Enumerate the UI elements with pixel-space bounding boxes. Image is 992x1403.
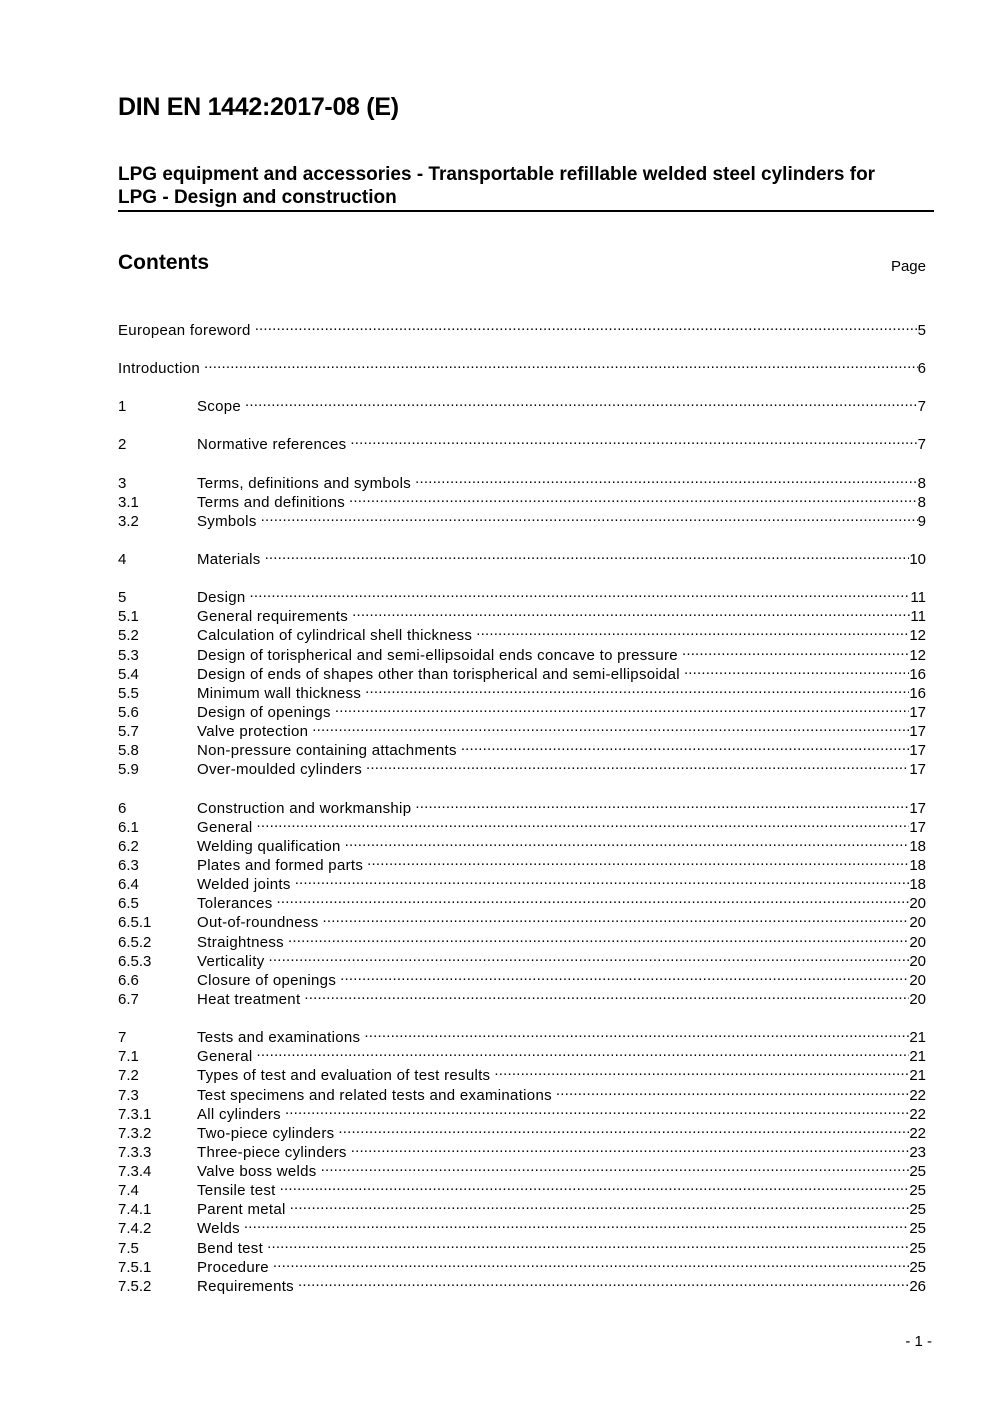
toc-entry-number: 7: [118, 1029, 127, 1047]
toc-entry-number: 2: [118, 436, 127, 454]
toc-entry-title: Valve boss welds: [197, 1163, 317, 1181]
toc-entry-title: Design of torispherical and semi-ellipsoidal ends concave to pressure: [197, 646, 678, 664]
toc-group: [118, 1023, 926, 1295]
toc-entry-title: Over-moulded cylinders: [197, 761, 362, 779]
toc-entry-number: 7.3.2: [118, 1124, 152, 1142]
toc-entry-page: 17: [909, 818, 926, 836]
document-title-line-2: LPG - Design and construction: [118, 187, 397, 208]
toc-dot-leader: [350, 430, 917, 449]
toc-entry-number: 6.4: [118, 876, 139, 894]
toc-entry-number: 7.2: [118, 1067, 139, 1085]
toc-entry[interactable]: [118, 430, 926, 454]
toc-entry-title: All cylinders: [197, 1105, 281, 1123]
toc-entry-page: 25: [909, 1163, 926, 1181]
toc-entry-page: 6: [917, 360, 926, 378]
toc-entry-page: 20: [909, 933, 926, 951]
toc-entry-number: 7.5.2: [118, 1277, 152, 1295]
page-column-label: Page: [890, 258, 926, 275]
toc-entry-number: 5.4: [118, 665, 139, 683]
toc-entry-number: 7.3.3: [118, 1143, 152, 1161]
toc-dot-leader: [476, 621, 909, 640]
document-title: [118, 163, 933, 209]
toc-entry-title: European foreword: [118, 322, 251, 339]
toc-dot-leader: [265, 545, 910, 564]
toc-entry-number: 5.6: [118, 703, 139, 721]
toc-dot-leader: [267, 1234, 909, 1253]
toc-entry-title: General: [197, 1048, 253, 1066]
toc-entry-title: Design: [197, 589, 246, 607]
toc-entry[interactable]: [118, 794, 926, 817]
toc-dot-leader: [273, 1253, 909, 1272]
toc-dot-leader: [277, 889, 910, 908]
toc-entry-page: 25: [909, 1182, 926, 1200]
toc-entry-page: 20: [909, 895, 926, 913]
toc-entry-page: 11: [910, 589, 926, 607]
toc-dot-leader: [290, 1195, 910, 1214]
toc-entry-number: 6: [118, 799, 127, 817]
toc-entry-number: 6.6: [118, 971, 139, 989]
toc-entry-title: Non-pressure containing attachments: [197, 742, 457, 760]
toc-entry-page: 17: [909, 703, 926, 721]
toc-entry-title: General requirements: [197, 608, 349, 626]
contents-heading: Contents: [118, 251, 209, 274]
toc-entry-number: 7.1: [118, 1048, 139, 1066]
toc-dot-leader: [349, 488, 918, 507]
toc-entry-number: 5.3: [118, 646, 139, 664]
toc-entry-title: Design of openings: [197, 703, 331, 721]
toc-entry-title: Plates and formed parts: [197, 856, 364, 874]
toc-entry-title: General: [197, 818, 253, 836]
toc-dot-leader: [366, 755, 909, 774]
toc-dot-leader: [285, 1100, 909, 1119]
toc-dot-leader: [415, 794, 909, 813]
toc-dot-leader: [323, 908, 910, 927]
toc-dot-leader: [364, 1023, 909, 1042]
toc-entry-title: Welds: [197, 1220, 240, 1238]
toc-entry-number: 5: [118, 589, 127, 607]
toc-dot-leader: [261, 507, 918, 526]
toc-entry-page: 5: [917, 322, 926, 339]
toc-entry-number: 4: [118, 550, 127, 568]
toc-entry-title: Verticality: [197, 952, 265, 970]
toc-entry-number: 1: [118, 398, 127, 416]
toc-entry-title: Bend test: [197, 1239, 264, 1257]
toc-dot-leader: [256, 813, 909, 832]
toc-entry[interactable]: [118, 1023, 926, 1047]
toc-entry-page: 18: [909, 856, 926, 874]
toc-dot-leader: [280, 1176, 910, 1195]
toc-entry-page: 26: [909, 1277, 926, 1295]
toc-entry-page: 17: [909, 723, 926, 741]
toc-entry-page: 25: [909, 1201, 926, 1219]
toc-entry-number: 3.1: [118, 493, 139, 511]
toc-dot-leader: [494, 1061, 909, 1080]
toc-entry-title: Welded joints: [197, 876, 291, 894]
toc-entry-number: 6.5.3: [118, 952, 152, 970]
toc-entry-title: Three-piece cylinders: [197, 1143, 347, 1161]
toc-entry-title: Calculation of cylindrical shell thickness: [197, 627, 473, 645]
toc-entry-page: 25: [909, 1239, 926, 1257]
toc-dot-leader: [298, 1272, 909, 1291]
toc-entry-number: 7.4: [118, 1182, 139, 1200]
toc-group: [118, 430, 926, 454]
toc-entry-page: 20: [909, 952, 926, 970]
toc-dot-leader: [321, 1157, 910, 1176]
toc-entry-page: 10: [909, 550, 926, 568]
toc-entry-title: Straightness: [197, 933, 284, 951]
toc-entry-number: 7.3.4: [118, 1163, 152, 1181]
toc-entry-number: 5.1: [118, 608, 139, 626]
toc-entry-title: Normative references: [197, 436, 347, 454]
toc-entry[interactable]: [118, 545, 926, 568]
toc-entry-number: 6.3: [118, 856, 139, 874]
toc-entry-number: 6.5.2: [118, 933, 152, 951]
toc-dot-leader: [295, 870, 910, 889]
toc-entry-page: 21: [909, 1067, 926, 1085]
toc-entry-number: 6.7: [118, 990, 139, 1008]
toc-entry-title: Welding qualification: [197, 837, 341, 855]
toc-entry-page: 20: [909, 971, 926, 989]
toc-group: [118, 354, 926, 378]
toc-entry-title: Introduction: [118, 360, 200, 378]
toc-dot-leader: [340, 966, 909, 985]
toc-group: [118, 316, 926, 339]
toc-entry-number: 5.8: [118, 742, 139, 760]
toc-dot-leader: [351, 1138, 910, 1157]
toc-entry-number: 6.5: [118, 895, 139, 913]
toc-entry-number: 7.4.1: [118, 1201, 152, 1219]
toc-entry-number: 3.2: [118, 512, 139, 530]
toc-entry-number: 7.3.1: [118, 1105, 152, 1123]
toc-entry-number: 5.7: [118, 723, 139, 741]
toc-group: [118, 583, 926, 779]
toc-entry-page: 20: [909, 914, 926, 932]
toc-entry-title: Two-piece cylinders: [197, 1124, 335, 1142]
toc-entry-title: Tolerances: [197, 895, 273, 913]
toc-dot-leader: [338, 1119, 909, 1138]
toc-entry-page: 18: [909, 876, 926, 894]
toc-dot-leader: [304, 985, 909, 1004]
toc-entry-page: 21: [909, 1048, 926, 1066]
toc-entry-title: Closure of openings: [197, 971, 337, 989]
toc-entry-page: 8: [917, 493, 926, 511]
toc-entry-page: 7: [917, 436, 926, 454]
toc-group: [118, 545, 926, 568]
toc-entry[interactable]: [118, 583, 926, 607]
toc-entry-page: 22: [909, 1086, 926, 1104]
toc-entry-title: Test specimens and related tests and examinations: [197, 1086, 552, 1104]
toc-entry-title: Scope: [197, 398, 242, 416]
toc-group: [118, 392, 926, 416]
toc-dot-leader: [255, 316, 918, 335]
toc-entry-page: 17: [909, 742, 926, 760]
toc-entry-title: Procedure: [197, 1258, 269, 1276]
toc-entry-title: Heat treatment: [197, 990, 301, 1008]
toc-entry-title: Materials: [197, 550, 261, 568]
toc-dot-leader: [269, 947, 910, 966]
toc-entry-page: 25: [909, 1220, 926, 1238]
toc-dot-leader: [312, 717, 909, 736]
toc-dot-leader: [244, 1214, 909, 1233]
toc-entry-number: 6.2: [118, 837, 139, 855]
toc-entry-number: 7.4.2: [118, 1220, 152, 1238]
toc-dot-leader: [256, 1042, 909, 1061]
toc-entry-number: 5.5: [118, 684, 139, 702]
toc-dot-leader: [682, 641, 909, 660]
toc-entry-number: 7.5: [118, 1239, 139, 1257]
toc-dot-leader: [352, 602, 910, 621]
toc-entry-title: Design of ends of shapes other than torispherical and semi-ellipsoidal: [197, 665, 680, 683]
toc-entry-title: Terms and definitions: [197, 493, 346, 511]
toc-entry-title: Tests and examinations: [197, 1029, 361, 1047]
toc-entry-title: Symbols: [197, 512, 257, 530]
document-id: DIN EN 1442:2017-08 (E): [118, 93, 399, 121]
toc-entry[interactable]: [118, 316, 926, 339]
toc-entry-page: 9: [917, 512, 926, 530]
toc-entry-title: Terms, definitions and symbols: [197, 474, 412, 492]
toc-dot-leader: [250, 583, 911, 602]
toc-entry[interactable]: [118, 469, 926, 492]
toc-dot-leader: [365, 679, 909, 698]
toc-entry-title: Types of test and evaluation of test results: [197, 1067, 491, 1085]
toc-dot-leader: [345, 832, 910, 851]
toc-entry-number: 6.5.1: [118, 914, 152, 932]
toc-dot-leader: [461, 736, 910, 755]
toc-entry-page: 21: [909, 1029, 926, 1047]
toc-entry-page: 16: [909, 684, 926, 702]
toc-entry-page: 11: [910, 608, 926, 626]
toc-dot-leader: [288, 928, 909, 947]
toc-entry-page: 22: [909, 1124, 926, 1142]
toc-dot-leader: [245, 392, 918, 411]
toc-entry-number: 7.5.1: [118, 1258, 152, 1276]
toc-entry-page: 25: [909, 1258, 926, 1276]
toc-entry-title: Minimum wall thickness: [197, 684, 362, 702]
toc-dot-leader: [367, 851, 909, 870]
toc-entry-number: 5.2: [118, 627, 139, 645]
toc-entry[interactable]: [118, 354, 926, 378]
toc-group: [118, 469, 926, 530]
document-title-line-1: LPG equipment and accessories - Transportable refillable welded steel cylinders for: [118, 164, 876, 185]
toc-entry-page: 16: [909, 665, 926, 683]
toc-entry-title: Out-of-roundness: [197, 914, 319, 932]
toc-dot-leader: [415, 469, 918, 488]
toc-entry-page: 18: [909, 837, 926, 855]
toc-entry-number: 7.3: [118, 1086, 139, 1104]
toc-dot-leader: [684, 660, 909, 679]
toc-entry-page: 22: [909, 1105, 926, 1123]
toc-entry-page: 17: [909, 799, 926, 817]
toc-entry-page: 17: [909, 761, 926, 779]
toc-entry[interactable]: [118, 392, 926, 416]
toc-entry-title: Parent metal: [197, 1201, 286, 1219]
toc-entry-page: 20: [909, 990, 926, 1008]
toc-entry-page: 7: [917, 398, 926, 416]
title-divider: [118, 210, 934, 212]
toc-group: [118, 794, 926, 1008]
toc-entry-number: 3: [118, 474, 127, 492]
toc-entry-title: Requirements: [197, 1277, 294, 1295]
toc-entry-number: 5.9: [118, 761, 139, 779]
toc-entry-number: 6.1: [118, 818, 139, 836]
toc-entry-page: 12: [909, 646, 926, 664]
toc-dot-leader: [335, 698, 909, 717]
toc-entry-page: 12: [909, 627, 926, 645]
page-number: - 1 -: [905, 1333, 932, 1350]
toc-entry-title: Tensile test: [197, 1182, 276, 1200]
toc-entry-title: Valve protection: [197, 723, 309, 741]
toc-dot-leader: [204, 354, 918, 373]
toc-dot-leader: [556, 1081, 909, 1100]
toc-entry-page: 8: [917, 474, 926, 492]
toc-entry-page: 23: [909, 1143, 926, 1161]
table-of-contents: [118, 316, 926, 1310]
toc-entry-title: Construction and workmanship: [197, 799, 412, 817]
